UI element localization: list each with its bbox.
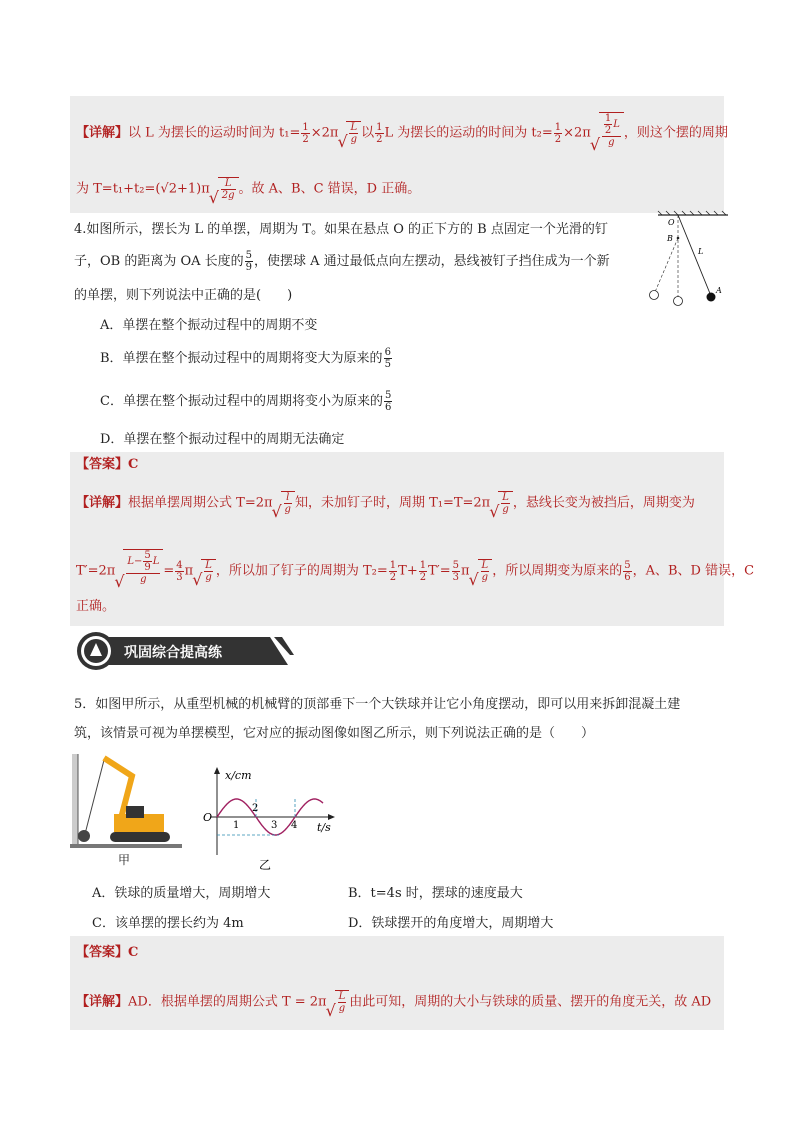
graph-origin: O [203, 811, 213, 824]
tick-1: 1 [233, 820, 240, 831]
vibration-graph [195, 765, 340, 875]
answer-5-line-1: 【详解】AD．根据单摆的周期公式 T = 2π √ $\frac{L}{g}$ 由此可知，周期的大小与铁球的质量、摆开的角度无关，故 AD [76, 990, 711, 1014]
q5-option-d[interactable]: D．铁球摆开的角度增大，周期增大 [348, 916, 554, 931]
label-a: A [716, 286, 722, 295]
q5-line-1: 5．如图甲所示，从重型机械的机械臂的顶部垂下一个大铁球并让它小角度摆动，即可以用来拆卸混凝土建 [74, 697, 681, 712]
pendulum-figure [640, 210, 730, 310]
q5-option-b[interactable]: B．t=4s 时，摆球的速度最大 [348, 886, 523, 901]
answer-4-label: 【答案】C [76, 457, 139, 472]
graph-ylabel: x/cm [225, 769, 252, 782]
label-b: B [667, 234, 673, 243]
section-banner [74, 631, 294, 671]
q4-option-c[interactable]: C．单摆在整个振动过程中的周期将变小为原来的 $\frac{5}{6}$ [100, 390, 392, 413]
tick-2: 2 [252, 803, 259, 814]
answer-box-5 [70, 936, 724, 1030]
section-title: 巩固综合提高练 [124, 645, 222, 661]
figure-caption-yi: 乙 [259, 858, 272, 872]
answer-4-line-1: 【详解】根据单摆周期公式 T=2π √ $\frac{l}{g}$ 知，未加钉子时，周期 T₁=T=2π √ $\frac{L}{g}$ ，悬线长变为被挡后，周期变为 [76, 491, 695, 515]
q5-option-c[interactable]: C．该单摆的摆长约为 4m [92, 916, 244, 931]
answer-box-4 [70, 452, 724, 626]
figure-caption-jia: 甲 [118, 853, 131, 867]
q4-option-a[interactable]: A．单摆在整个振动过程中的周期不变 [100, 318, 318, 333]
explanation-3-line-2: 为 T=t₁+t₂=(√2+1)π √ $\frac{L}{2g}$ 。故 A、B、C 错误，D 正确。 [76, 177, 420, 201]
answer-5-label: 【答案】C [76, 945, 139, 960]
q4-line-1: 4.如图所示，摆长为 L 的单摆，周期为 T。如果在悬点 O 的正下方的 B 点固定一个光滑的钉 [74, 222, 608, 237]
q5-line-2: 筑，该情景可视为单摆模型，它对应的振动图像如图乙所示，则下列说法正确的是（ ） [74, 726, 595, 741]
graph-xlabel: t/s [317, 821, 331, 834]
q4-option-b[interactable]: B．单摆在整个振动过程中的周期将变大为原来的 $\frac{6}{5}$ [100, 347, 391, 370]
q4-option-d[interactable]: D．单摆在整个振动过程中的周期无法确定 [100, 432, 345, 447]
label-o: O [668, 218, 675, 227]
answer-4-line-2: T′=2π √ L− $\frac{5}{9}$ L g = $\frac{4}{3}$ π √ $\frac{L}{g}$ ，所以加了钉子的周期为 T₂= $\frac{1}{2}$ T+ $\frac{1}{2}$ T′= $\frac{5}{3}$ π √ $\frac{L}{g}$ ，所以周期变为原来的 $\frac{5}{6}$ ，A、B、D 错误，C [76, 557, 754, 585]
tick-4: 4 [291, 820, 298, 831]
answer-4-line-3: 正确。 [76, 599, 116, 614]
excavator-figure [70, 752, 185, 872]
q5-option-a[interactable]: A．铁球的质量增大，周期增大 [92, 886, 271, 901]
q4-line-3: 的单摆，则下列说法中正确的是( ) [74, 288, 293, 303]
tick-3: 3 [271, 820, 278, 831]
explanation-3-line-1: 【详解】以 L 为摆长的运动时间为 t₁= $\frac{1}{2}$ ×2π √ $\frac{L}{g}$ 以 $\frac{1}{2}$ L 为摆长的运动的时间为 t₂= $\frac{1}{2}$ ×2π √ $\frac{1}{2}$ L g ，则这个摆的周期 [76, 118, 728, 148]
q4-line-2: 子，OB 的距离为 OA 长度的 $\frac{5}{9}$ ，使摆球 A 通过最低点向左摆动，悬线被钉子挡住成为一个新 [74, 250, 610, 273]
label-l: L [698, 247, 704, 256]
